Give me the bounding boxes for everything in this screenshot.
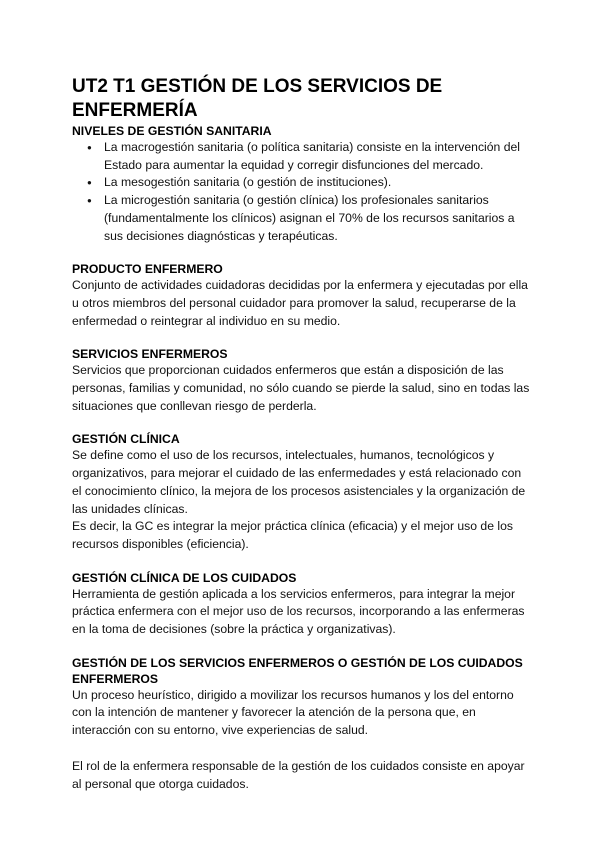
section-gestion-servicios-enfermeros [72, 655, 530, 794]
list-item: ● La microgestión sanitaria (o gestión clínica) los profesionales sanitarios (fundamentalmente los clínicos) asignan el 70% de los recursos sanitarios a sus decisiones diagnósticas y terapéuticas. [104, 192, 530, 245]
bullet-list [72, 139, 530, 245]
list-item: ● La mesogestión sanitaria (o gestión de instituciones). [104, 174, 530, 192]
section-heading: NIVELES DE GESTIÓN SANITARIA [72, 124, 272, 138]
paragraph: Es decir, la GC es integrar la mejor práctica clínica (eficacia) y el mejor uso de los recursos disponibles (eficiencia). [72, 519, 513, 551]
section-servicios-enfermeros [72, 346, 530, 415]
paragraph: Se define como el uso de los recursos, intelectuales, humanos, tecnológicos y organizativos, para mejorar el cuidado de las enfermedades y está relacionado con el conocimiento clínico, la mejora de los procesos asistenciales y la organización de las unidades clínicas. [72, 448, 526, 516]
paragraph: El rol de la enfermera responsable de la gestión de los cuidados consiste en apoyar al personal que otorga cuidados. [72, 758, 525, 791]
paragraph: Un proceso heurístico, dirigido a movilizar los recursos humanos y los del entorno con la intención de mantener y favorecer la atención de la persona que, en interacción con su entorno, vive experiencias de salud. [72, 687, 514, 738]
section-heading: PRODUCTO ENFERMERO [72, 262, 223, 277]
document-title: UT2 T1 GESTIÓN DE LOS SERVICIOS DE ENFERMERÍA [72, 76, 443, 121]
list-item: ● La macrogestión sanitaria (o política sanitaria) consiste en la intervención del Estado para aumentar la equidad y corregir disfunciones del mercado. [104, 139, 530, 174]
section-heading: GESTIÓN DE LOS SERVICIOS ENFERMEROS O GESTIÓN DE LOS CUIDADOS ENFERMEROS [72, 655, 523, 686]
section-heading: SERVICIOS ENFERMEROS [72, 347, 228, 362]
paragraph: Conjunto de actividades cuidadoras decididas por la enfermera y ejecutadas por ella u otros miembros del personal cuidador para promover la salud, recuperarse de la enfermedad o reintegrar al individuo en su medio. [72, 278, 528, 328]
section-gestion-clinica-cuidados [72, 570, 530, 639]
paragraph: Herramienta de gestión aplicada a los servicios enfermeros, para integrar la mejor práctica enfermera con el mejor uso de los recursos, incorporando a las enfermeras en la toma de decisiones (sobre la práctica y organizativas). [72, 586, 525, 637]
section-gestion-clinica [72, 431, 530, 553]
section-heading: GESTIÓN CLÍNICA [72, 432, 180, 447]
section-niveles-gestion [72, 123, 530, 245]
section-heading: GESTIÓN CLÍNICA DE LOS CUIDADOS [72, 570, 297, 585]
section-producto-enfermero [72, 261, 530, 330]
paragraph: Servicios que proporcionan cuidados enfermeros que están a disposición de las personas, familias y comunidad, no sólo cuando se pierde la salud, sino en todas las situaciones que conllevan riesgo de perderla. [72, 363, 530, 413]
